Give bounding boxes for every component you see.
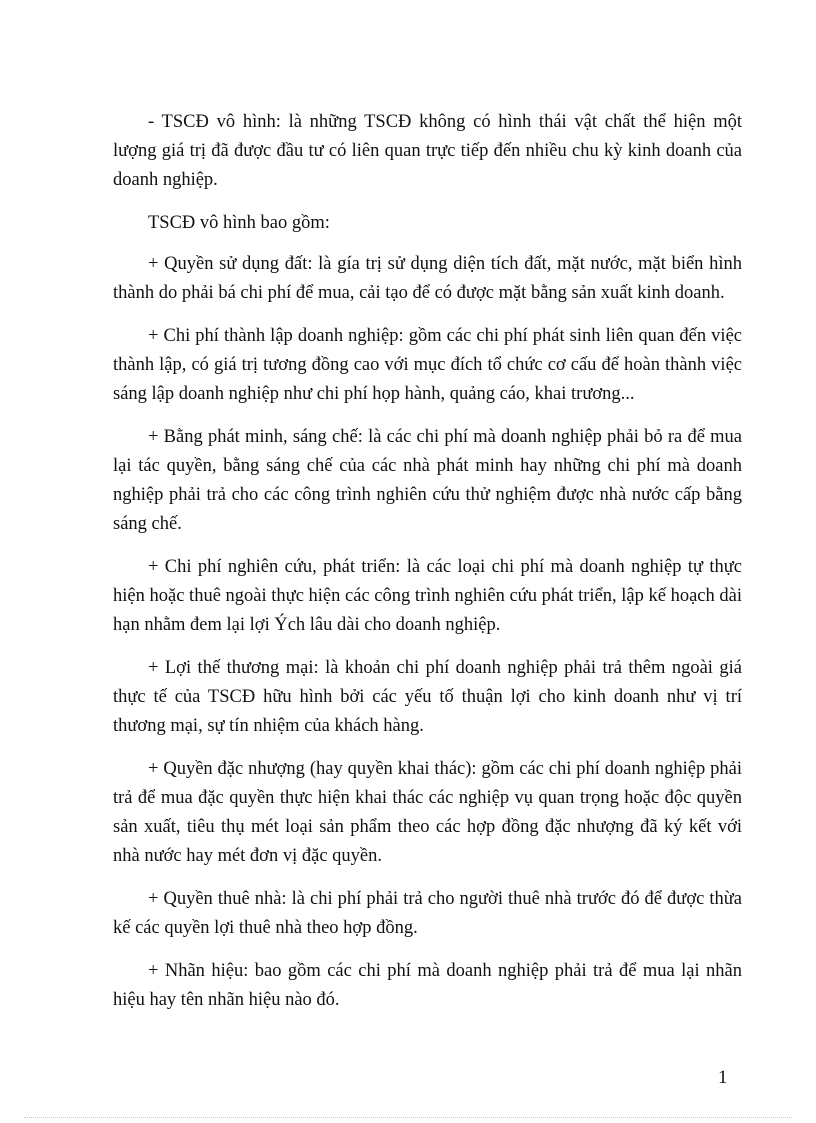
document-body <box>113 108 742 1029</box>
paragraph-research-development: + Chi phí nghiên cứu, phát triển: là các loại chi phí mà doanh nghiệp tự thực hiện hoặc thuê ngoài thực hiện các công trình nghiên cứu phát triển, lập kế hoạch dài hạn nhằm đem lại lợi Ých lâu dài cho doanh nghiệp. <box>113 557 742 635</box>
page-number: 1 <box>718 1067 728 1088</box>
paragraph-commercial-advantage: + Lợi thế thương mại: là khoản chi phí doanh nghiệp phải trả thêm ngoài giá thực tế của TSCĐ hữu hình bởi các yếu tố thuận lợi cho kinh doanh như vị trí thương mại, sự tín nhiệm của khách hàng. <box>113 658 742 736</box>
paragraph-establishment-costs: + Chi phí thành lập doanh nghiệp: gồm các chi phí phát sinh liên quan đến việc thành lập, có giá trị tương đồng cao với mục đích tổ chức cơ cấu để hoàn thành việc sáng lập doanh nghiệp như chi phí họp hành, quảng cáo, khai trương... <box>113 326 742 404</box>
page-bottom-divider <box>24 1117 792 1118</box>
paragraph-franchise-rights: + Quyền đặc nhượng (hay quyền khai thác): gồm các chi phí doanh nghiệp phải trả để mua đặc quyền thực hiện khai thác các nghiệp vụ quan trọng hoặc độc quyền sản xuất, tiêu thụ mét loại sản phẩm theo các hợp đồng đặc nhượng đã ký kết với nhà nước hay mét đơn vị đặc quyền. <box>113 759 742 866</box>
paragraph-lease-rights: + Quyền thuê nhà: là chi phí phải trả cho người thuê nhà trước đó để được thừa kế các quyền lợi thuê nhà theo hợp đồng. <box>113 889 742 938</box>
paragraph-trademarks: + Nhãn hiệu: bao gồm các chi phí mà doanh nghiệp phải trả để mua lại nhãn hiệu hay tên nhãn hiệu nào đó. <box>113 961 742 1010</box>
paragraph-patents-inventions: + Bằng phát minh, sáng chế: là các chi phí mà doanh nghiệp phải bỏ ra để mua lại tác quyền, bằng sáng chế của các nhà phát minh hay những chi phí mà doanh nghiệp phải trả cho các công trình nghiên cứu thử nghiệm được nhà nước cấp bằng sáng chế. <box>113 427 742 534</box>
paragraph-intangible-assets-definition: - TSCĐ vô hình: là những TSCĐ không có hình thái vật chất thể hiện một lượng giá trị đã được đầu tư có liên quan trực tiếp đến nhiều chu kỳ kinh doanh của doanh nghiệp. <box>113 112 742 190</box>
paragraph-intangible-assets-include: TSCĐ vô hình bao gồm: <box>148 213 330 233</box>
paragraph-land-use-rights: + Quyền sử dụng đất: là gía trị sử dụng diện tích đất, mặt nước, mặt biển hình thành do phải bá chi phí để mua, cải tạo để có được mặt bằng sản xuất kinh doanh. <box>113 254 742 303</box>
